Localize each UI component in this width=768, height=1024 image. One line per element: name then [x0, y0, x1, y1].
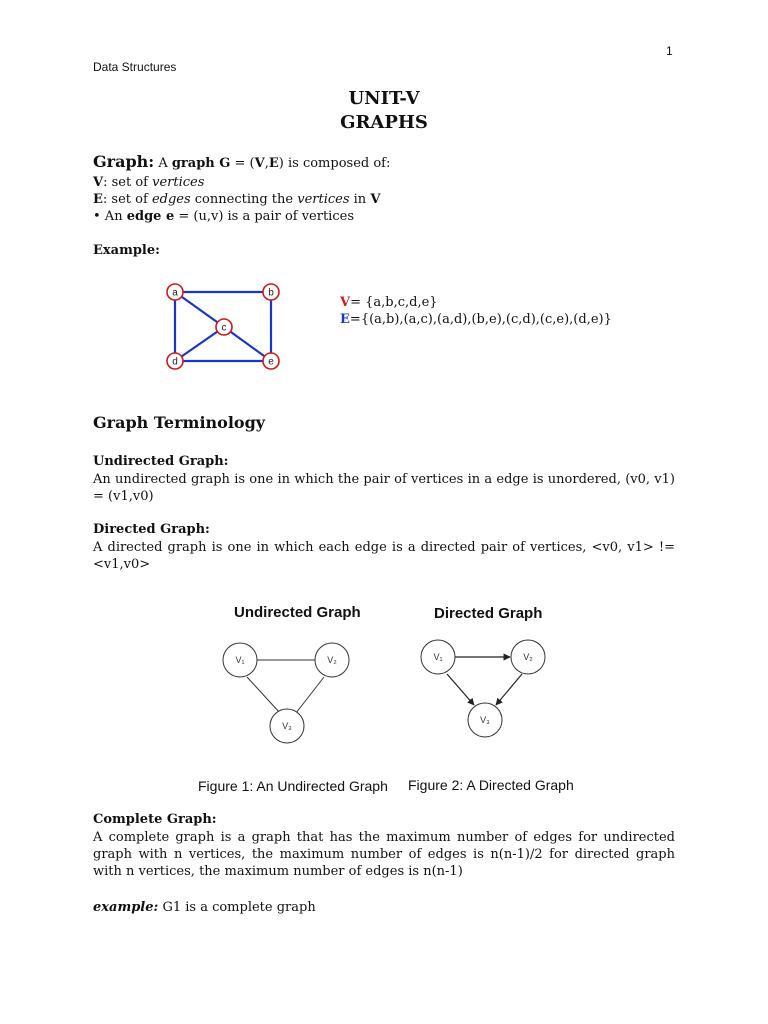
node-label: c	[221, 322, 227, 334]
def-text: edges	[151, 192, 191, 207]
complete-text: A complete graph is a graph that has the maximum number of edges for undirected graph with n vertices, the maximum number of edges is n(n-1)/2 for directed graph with n vertices, the maximum number of edges is n(n-1)	[93, 830, 675, 879]
def-text: connecting the	[190, 192, 298, 207]
vertex-label: V₃	[480, 715, 490, 725]
def-text: V	[93, 175, 104, 190]
undirected-text: An undirected graph is one in which the pair of vertices in a edge is unordered, (v0, v1) = (v1,v0)	[93, 472, 675, 504]
set-value: ={(a,b),(a,c),(a,d),(b,e),(c,d),(c,e),(d,e)}	[349, 312, 612, 327]
set-value: = {a,b,c,d,e}	[350, 295, 438, 310]
def-text: = (	[230, 156, 255, 171]
vertex-label: V₃	[282, 721, 292, 731]
complete-example	[93, 899, 316, 916]
node-label: e	[268, 356, 274, 368]
edge-ac	[175, 292, 224, 327]
vertex-label: V₁	[433, 652, 443, 662]
edge-bullet	[93, 208, 693, 225]
def-text: edge e	[126, 209, 175, 224]
edges-line	[93, 191, 693, 208]
def-text: E	[268, 156, 279, 171]
def-text: V	[254, 156, 265, 171]
node-label: b	[268, 287, 274, 299]
edge-v2-v3	[296, 677, 324, 713]
unit-title: UNIT-V	[348, 88, 420, 109]
edge-set	[340, 311, 612, 328]
undirected-figure-title: Undirected Graph	[234, 604, 361, 621]
node-label: a	[172, 287, 178, 299]
example-graph	[155, 278, 295, 378]
def-text: in	[349, 192, 371, 207]
def-text: A	[154, 156, 172, 171]
node-label: d	[172, 356, 178, 368]
undirected-heading: Undirected Graph:	[93, 454, 229, 469]
vertex-label: V₂	[523, 652, 533, 662]
set-label: E	[340, 312, 350, 327]
graph-term: Graph:	[93, 152, 155, 171]
def-text: V	[370, 192, 381, 207]
def-text: : set of	[103, 175, 153, 190]
def-text: E	[93, 192, 103, 207]
def-text: vertices	[297, 192, 350, 207]
arc-v2-v3	[496, 674, 522, 705]
undirected-figure-caption: Figure 1: An Undirected Graph	[198, 778, 388, 794]
vertex-set	[340, 294, 438, 311]
vertex-label: V₁	[235, 655, 245, 665]
complete-heading: Complete Graph:	[93, 812, 217, 827]
def-text: • An	[93, 209, 127, 224]
example-label: Example:	[93, 243, 160, 258]
topic-title: GRAPHS	[340, 112, 428, 133]
def-text: ,	[264, 156, 269, 171]
set-label: V	[340, 295, 351, 310]
page-number: 1	[666, 44, 673, 58]
course-title: Data Structures	[93, 60, 177, 74]
def-text: graph G	[171, 156, 231, 171]
edge-cd	[175, 327, 224, 361]
def-text: = (u,v) is a pair of vertices	[174, 209, 354, 224]
terminology-heading: Graph Terminology	[93, 413, 266, 432]
vertex-label: V₂	[327, 655, 337, 665]
arc-v1-v3	[447, 674, 474, 705]
directed-text: A directed graph is one in which each edge is a directed pair of vertices, <v0, v1> != <v1,v0>	[93, 540, 675, 572]
edge-v1-v3	[247, 677, 280, 713]
example-label: example:	[93, 900, 159, 915]
def-text: ) is composed of:	[278, 156, 391, 171]
directed-figure-title: Directed Graph	[434, 605, 543, 622]
undirected-graph-figure	[218, 632, 368, 750]
def-text: : set of	[102, 192, 152, 207]
example-text: G1 is a complete graph	[158, 900, 316, 915]
directed-heading: Directed Graph:	[93, 522, 210, 537]
directed-figure-caption: Figure 2: A Directed Graph	[408, 777, 574, 793]
def-text: vertices	[152, 175, 205, 190]
graph-definition	[93, 153, 693, 172]
vertices-line	[93, 174, 693, 191]
directed-graph-figure	[412, 632, 562, 750]
